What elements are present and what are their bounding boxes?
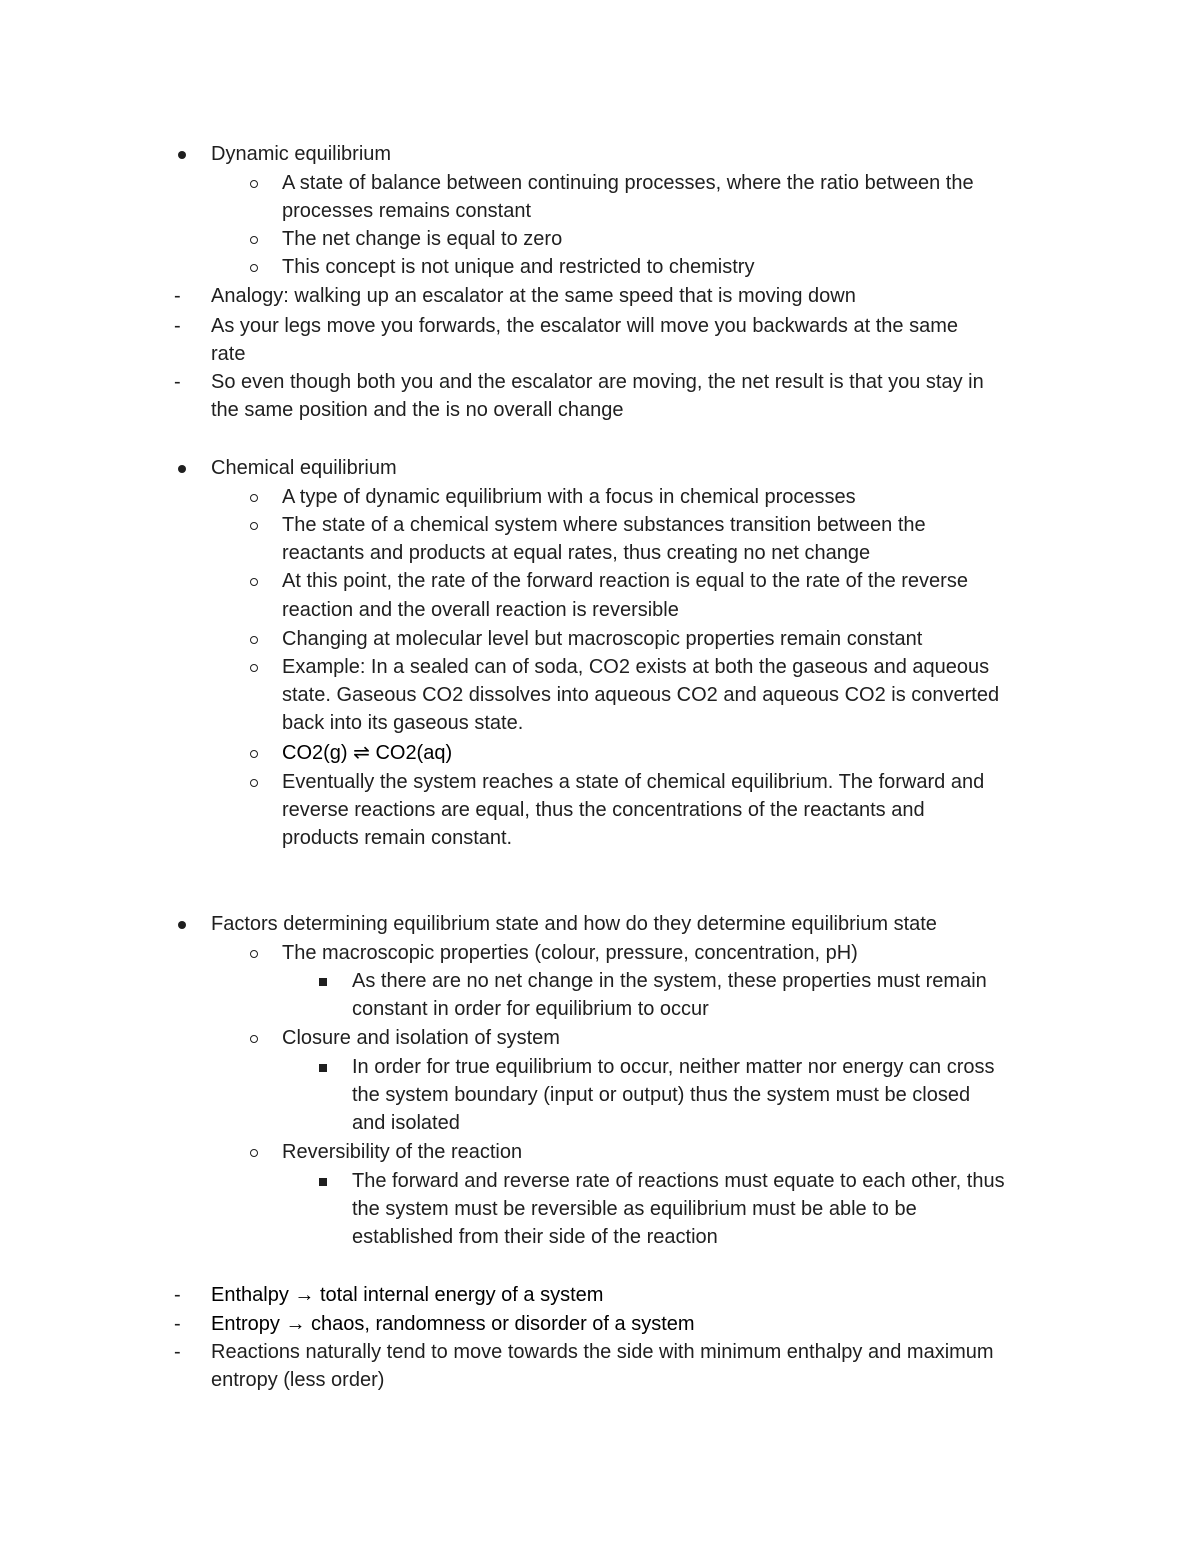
dash-marker: -: [174, 1341, 181, 1363]
list-item-continuation: the system boundary (input or output) thus the system must be closed: [352, 1084, 971, 1106]
dash-marker: -: [174, 285, 181, 307]
list-item: Eventually the system reaches a state of chemical equilibrium. The forward and: [282, 771, 985, 793]
list-item-continuation: established from their side of the reaction: [352, 1226, 718, 1248]
bullet-circle: [250, 494, 258, 502]
dash-item: As your legs move you forwards, the escalator will move you backwards at the same: [211, 315, 958, 337]
list-item-continuation: state. Gaseous CO2 dissolves into aqueous CO2 and aqueous CO2 is converted: [282, 684, 1000, 706]
list-item-continuation: reverse reactions are equal, thus the concentrations of the reactants and: [282, 799, 925, 821]
heading-dynamic-equilibrium: Dynamic equilibrium: [211, 143, 392, 165]
dash-marker: -: [174, 1313, 181, 1335]
list-item: The net change is equal to zero: [282, 228, 563, 250]
bullet-square: [319, 978, 327, 986]
list-item-continuation: and isolated: [352, 1112, 460, 1134]
list-item-continuation: back into its gaseous state.: [282, 712, 524, 734]
dash-item: So even though both you and the escalator are moving, the net result is that you stay in: [211, 371, 984, 393]
list-item-continuation: processes remains constant: [282, 200, 532, 222]
bullet-circle: [250, 1149, 258, 1157]
dash-marker: -: [174, 315, 181, 337]
bullet-circle: [250, 236, 258, 244]
list-item-continuation: products remain constant.: [282, 827, 513, 849]
list-item-continuation: reactants and products at equal rates, thus creating no net change: [282, 542, 871, 564]
dash-item-continuation: rate: [211, 343, 246, 365]
bullet-circle: [250, 180, 258, 188]
bullet-circle: [250, 578, 258, 586]
heading-factors: Factors determining equilibrium state and how do they determine equilibrium state: [211, 913, 937, 935]
list-item-nested: As there are no net change in the system, these properties must remain: [352, 970, 987, 992]
bullet-disc: [178, 921, 186, 929]
list-item-continuation: constant in order for equilibrium to occur: [352, 998, 709, 1020]
bullet-circle: [250, 264, 258, 272]
bullet-circle: [250, 1035, 258, 1043]
dash-item-enthalpy: Enthalpy → total internal energy of a system: [211, 1284, 604, 1306]
dash-marker: -: [174, 1284, 181, 1306]
list-item-nested: The forward and reverse rate of reactions must equate to each other, thus: [352, 1170, 1005, 1192]
bullet-circle: [250, 636, 258, 644]
dash-marker: -: [174, 371, 181, 393]
bullet-circle: [250, 950, 258, 958]
dash-item: Reactions naturally tend to move towards the side with minimum enthalpy and maximum: [211, 1341, 994, 1363]
dash-item-continuation: entropy (less order): [211, 1369, 385, 1391]
bullet-circle: [250, 779, 258, 787]
list-item: The state of a chemical system where substances transition between the: [282, 514, 926, 536]
bullet-disc: [178, 465, 186, 473]
list-item: Changing at molecular level but macroscopic properties remain constant: [282, 628, 923, 650]
list-item: At this point, the rate of the forward reaction is equal to the rate of the reverse: [282, 570, 968, 592]
list-item-nested: In order for true equilibrium to occur, neither matter nor energy can cross: [352, 1056, 995, 1078]
heading-chemical-equilibrium: Chemical equilibrium: [211, 457, 397, 479]
dash-item: Analogy: walking up an escalator at the same speed that is moving down: [211, 285, 856, 307]
dash-item-entropy: Entropy → chaos, randomness or disorder of a system: [211, 1313, 695, 1335]
list-item: Example: In a sealed can of soda, CO2 exists at both the gaseous and aqueous: [282, 656, 990, 678]
list-item: Closure and isolation of system: [282, 1027, 560, 1049]
list-item-continuation: reaction and the overall reaction is reversible: [282, 599, 679, 621]
list-item-continuation: the system must be reversible as equilibrium must be able to be: [352, 1198, 917, 1220]
bullet-square: [319, 1064, 327, 1072]
dash-item-continuation: the same position and the is no overall change: [211, 399, 624, 421]
list-item: This concept is not unique and restricted to chemistry: [282, 256, 755, 278]
bullet-circle: [250, 522, 258, 530]
list-item: A type of dynamic equilibrium with a focus in chemical processes: [282, 486, 856, 508]
list-item: The macroscopic properties (colour, pressure, concentration, pH): [282, 942, 858, 964]
bullet-disc: [178, 151, 186, 159]
list-item: A state of balance between continuing processes, where the ratio between the: [282, 172, 974, 194]
chemical-equation: CO2(g) ⇌ CO2(aq): [282, 742, 453, 764]
bullet-square: [319, 1178, 327, 1186]
bullet-circle: [250, 750, 258, 758]
bullet-circle: [250, 664, 258, 672]
list-item: Reversibility of the reaction: [282, 1141, 523, 1163]
